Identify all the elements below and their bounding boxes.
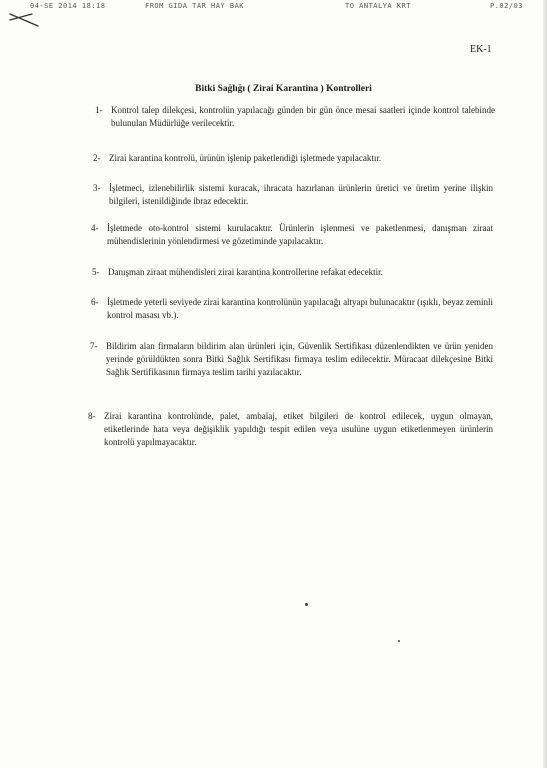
item-text: İşletmeci, izlenebilirlik sistemi kuracak, ihracata hazırlanan ürünlerin üretici ve üretim yerine ilişkin bilgileri, istenildiğinde ibraz edecektir. bbox=[109, 183, 493, 206]
item-text: Zirai karantina kontrolünde, palet, ambalaj, etiket bilgileri de kontrol edilecek, uygun olmayan, etiketlerinde hata veya değişiklik yapıldığı tespit edilen veya usulüne uygun etiketlenmeyen ürünlerin kontrolü yapılmayacaktır. bbox=[104, 411, 493, 447]
item-text: İşletmede yeterli seviyede zirai karantina kontrolünün yapılacağı altyapı bulunacaktır (ışıklı, beyaz zeminli kontrol masası vb.). bbox=[107, 297, 493, 320]
item-number: 5- bbox=[92, 267, 100, 277]
item-number: 6- bbox=[91, 297, 99, 307]
item-text: Bildirim alan firmaların bildirim alan ürünleri için, Güvenlik Sertifikası düzenlendikten ve ürün yeniden yerinde görüldükten sonra Bitki Sağlık Sertifikası firmaya teslim edilecektir. Müracaat dilekçesine Bitki Sağlık Sertifikasının firmaya teslim tarihi yazılacaktır. bbox=[106, 341, 493, 377]
list-item bbox=[91, 296, 493, 322]
item-number: 4- bbox=[91, 223, 99, 233]
fax-sender: FROM GIDA TAR HAY BAK bbox=[145, 2, 245, 10]
scan-speck bbox=[398, 640, 400, 642]
handwritten-pen-mark-icon bbox=[8, 6, 48, 32]
list-item bbox=[93, 152, 493, 165]
item-number: 8- bbox=[88, 411, 96, 421]
fax-date: 04-SE 2014 18:18 bbox=[30, 2, 106, 10]
list-item bbox=[93, 182, 493, 208]
document-title: Bitki Sağlığı ( Zirai Karantina ) Kontrolleri bbox=[195, 84, 372, 94]
item-text: Zirai karantina kontrolü, ürünün işlenip paketlendiği işletmede yapılacaktır. bbox=[109, 153, 382, 163]
list-item bbox=[92, 266, 492, 279]
item-text: İşletmede oto-kontrol sistemi kurulacaktır. Ürünlerin işlenmesi ve paketlenmesi, danışman ziraat mühendislerinin yönlendirmesi ve gözetiminde yapılacaktır. bbox=[107, 223, 493, 246]
list-item bbox=[88, 410, 493, 449]
scan-speck bbox=[305, 603, 308, 606]
scan-edge-shadow bbox=[543, 0, 547, 768]
fax-page-number: P.02/03 bbox=[490, 2, 524, 10]
list-item bbox=[91, 222, 493, 248]
item-number: 3- bbox=[93, 183, 101, 193]
item-text: Kontrol talep dilekçesi, kontrolün yapılacağı günden bir gün önce mesai saatleri içinde kontrol talebinde bulunulan Müdürlüğe verilecektir. bbox=[111, 105, 495, 128]
annex-label: EK-1 bbox=[470, 44, 492, 55]
list-item bbox=[95, 104, 495, 130]
fax-header bbox=[0, 0, 547, 14]
item-number: 1- bbox=[95, 105, 103, 115]
list-item bbox=[90, 340, 493, 379]
item-number: 2- bbox=[93, 153, 101, 163]
item-number: 7- bbox=[90, 341, 98, 351]
item-text: Danışman ziraat mühendisleri zirai karantina kontrollerine refakat edecektir. bbox=[108, 267, 383, 277]
fax-recipient: TO ANTALYA KRT bbox=[345, 2, 412, 10]
